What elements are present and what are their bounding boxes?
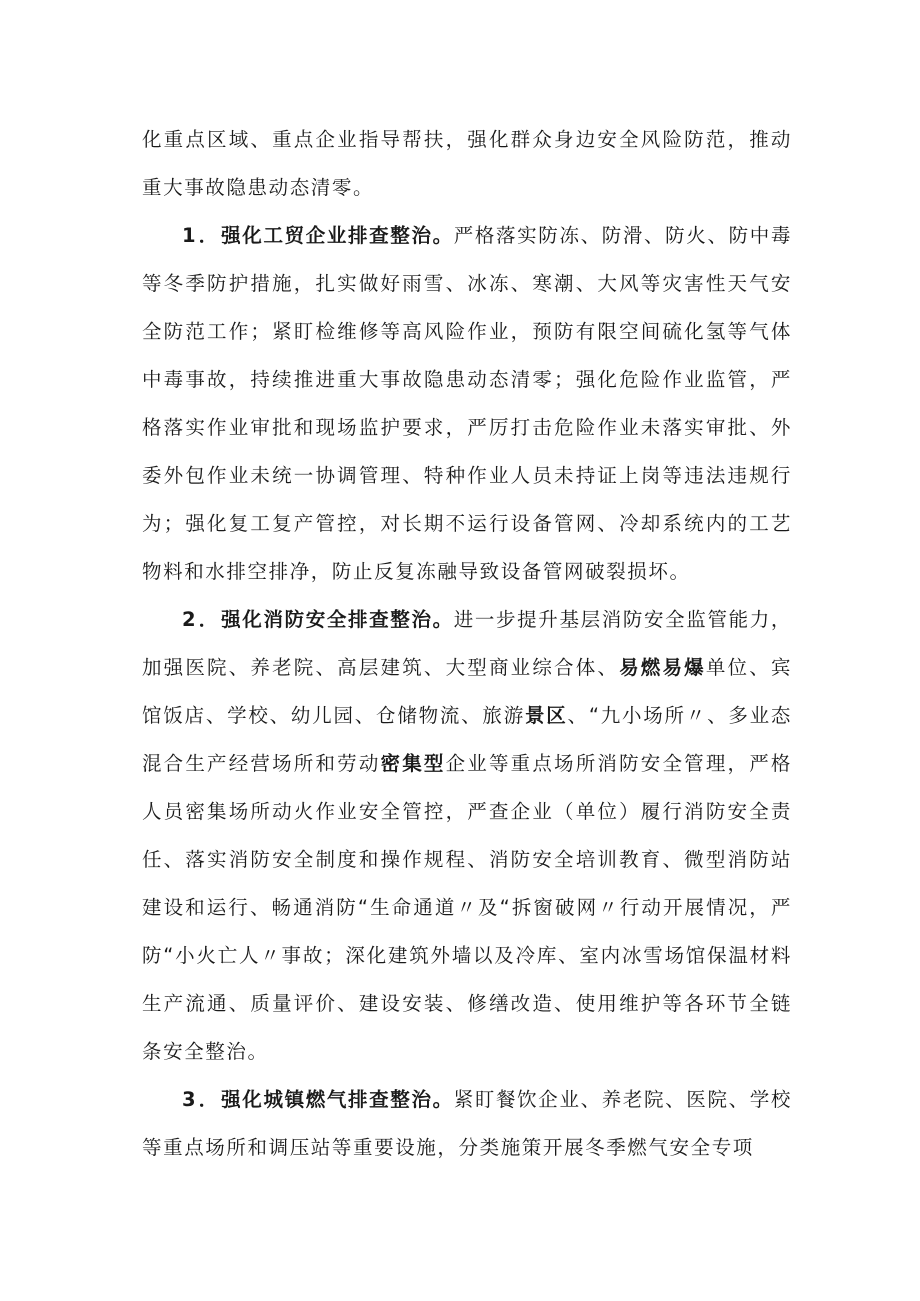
- item-heading: 强化城镇燃气排查整治。: [221, 1088, 454, 1111]
- item-number: 2．: [182, 608, 222, 631]
- item-number: 3．: [182, 1088, 222, 1111]
- item-body: 进一步提升基层消防安全监管能力，加强医院、养老院、高层建筑、大型商业综合体、: [142, 608, 792, 679]
- item-number: 1．: [182, 224, 222, 247]
- item-heading: 强化消防安全排查整治。: [221, 608, 454, 631]
- paragraph-item-3: [142, 1076, 792, 1172]
- item-body: 严格落实防冻、防滑、防火、防中毒等冬季防护措施，扎实做好雨雪、冰冻、寒潮、大风等灾害性天气安全防范工作；紧盯检维修等高风险作业，预防有限空间硫化氢等气体中毒事故，持续推进重大事故隐患动态清零；强化危险作业监管，严格落实作业审批和现场监护要求，严厉打击危险作业未落实审批、外委外包作业未统一协调管理、特种作业人员未持证上岗等违法违规行为；强化复工复产管控，对长期不运行设备管网、冷却系统内的工艺物料和水排空排净，防止反复冻融导致设备管网破裂损坏。: [142, 224, 792, 583]
- item-body: 单位、宾馆饭店、学校、幼儿园、仓储物流、旅游: [142, 656, 793, 727]
- item-heading: 强化工贸企业排查整治。: [221, 224, 454, 247]
- paragraph-item-1: [142, 212, 792, 596]
- emphasis-text: 密集型: [380, 752, 446, 775]
- paragraph-item-2: [142, 596, 792, 1076]
- emphasis-text: 景区: [524, 704, 568, 727]
- item-body: 企业等重点场所消防安全管理，严格人员密集场所动火作业安全管控，严查企业（单位）履行消防安全责任、落实消防安全制度和操作规程、消防安全培训教育、微型消防站建设和运行、畅通消防“生命通道〃及“拆窗破网〃行动开展情况，严防“小火亡人〃事故；深化建筑外墙以及冷库、室内冰雪场馆保温材料生产流通、质量评价、建设安装、修缮改造、使用维护等各环节全链条安全整治。: [142, 752, 792, 1063]
- paragraph-continuation: [142, 116, 792, 212]
- document-page: [142, 116, 792, 1172]
- item-body: 紧盯餐饮企业、养老院、医院、学校等重点场所和调压站等重要设施，分类施策开展冬季燃气安全专项: [142, 1088, 792, 1159]
- emphasis-text: 易燃易爆: [619, 656, 706, 679]
- item-body: 、“九小场所〃、多业态混合生产经营场所和劳动: [142, 704, 793, 775]
- paragraph-text: 化重点区域、重点企业指导帮扶，强化群众身边安全风险防范，推动重大事故隐患动态清零。: [142, 128, 792, 199]
